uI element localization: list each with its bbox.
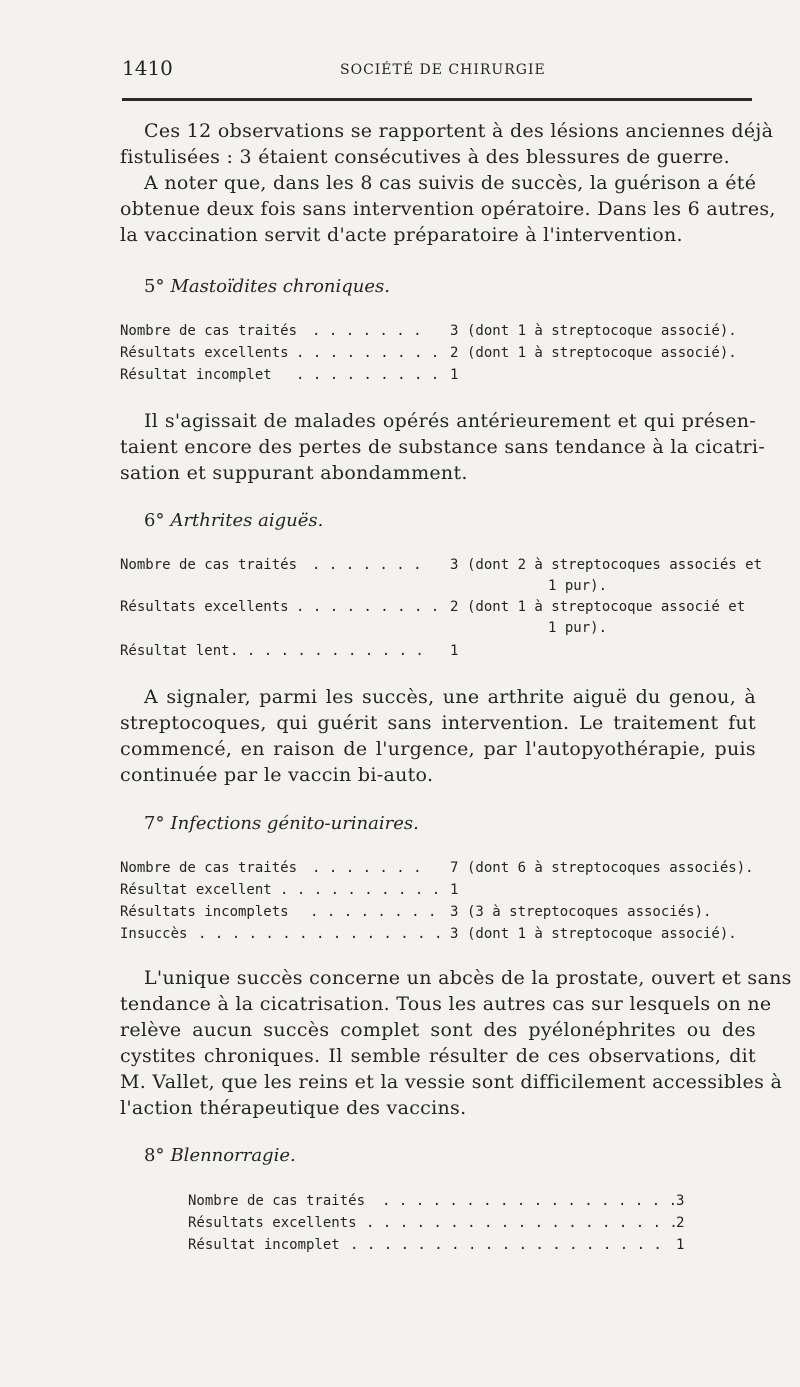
dot-leader: . . . . . . . . . . . . . . . . . . . [366,1215,678,1231]
dot-leader: . . . . . . . . [310,904,437,920]
row-note: (dont 1 à streptocoque associé). [467,323,737,339]
section-heading [144,510,323,531]
text-line: commencé, en raison de l'urgence, par l'autopyothérapie, puis [120,738,756,760]
text-line: A signaler, parmi les succès, une arthrite aiguë du genou, à [144,686,756,708]
page-header [122,56,754,86]
row-label: Résultat excellent [120,882,272,898]
section-number: 8° [144,1145,165,1166]
row-label: Résultat lent [120,643,230,659]
section-paragraph [120,408,766,486]
text-line: relève aucun succès complet sont des pyélonéphrites ou des [120,1019,756,1041]
header-rule [122,98,752,101]
text-line: L'unique succès concerne un abcès de la prostate, ouvert et sans [144,967,792,989]
results-table [120,858,760,948]
dot-leader: . . . . . . . . . . . . [230,643,424,659]
row-label: Nombre de cas traités [120,557,298,573]
dot-leader: . . . . . . . . . [296,367,440,383]
text-line: sation et suppurant abondamment. [120,462,468,484]
row-value: 3 [450,557,459,573]
text-line: Ces 12 observations se rapportent à des lésions anciennes déjà [144,120,774,142]
dot-leader: . . . . . . . [312,557,422,573]
text-line: l'action thérapeutique des vaccins. [120,1097,467,1119]
section-title: Arthrites aiguës. [170,510,324,531]
text-line: obtenue deux fois sans intervention opératoire. Dans les 6 autres, [120,198,776,220]
dot-leader: . . . . . . . [312,323,422,339]
row-note: (dont 1 à streptocoque associé et [467,599,746,615]
text-line: streptocoques, qui guérit sans intervention. Le traitement fut [120,712,756,734]
row-note-continuation: 1 pur). [548,578,608,594]
row-value: 3 [676,1193,685,1209]
row-value: 7 [450,860,459,876]
results-table [188,1191,688,1261]
section-heading [144,1145,296,1166]
text-line: fistulisées : 3 étaient consécutives à des blessures de guerre. [120,146,730,168]
results-table [120,321,760,391]
row-label: Nombre de cas traités [120,323,298,339]
section-number: 6° [144,510,165,531]
row-label: Insuccès [120,926,188,942]
text-line: taient encore des pertes de substance sans tendance à la cicatri- [120,436,766,458]
intro-paragraph [120,118,776,248]
row-value: 2 [676,1215,685,1231]
text-line: Il s'agissait de malades opérés antérieurement et qui présen- [144,410,756,432]
row-label: Résultat incomplet [188,1237,340,1253]
section-number: 7° [144,813,165,834]
section-number: 5° [144,276,165,297]
row-label: Résultats excellents [188,1215,357,1231]
dot-leader: . . . . . . . . . [296,599,440,615]
section-title: Blennorragie. [170,1145,296,1166]
dot-leader: . . . . . . . [312,860,422,876]
text-line: A noter que, dans les 8 cas suivis de succès, la guérison a été [144,172,757,194]
row-value: 3 [450,904,459,920]
section-heading [144,813,419,834]
row-note: (dont 1 à streptocoque associé). [467,926,737,942]
dot-leader: . . . . . . . . . . [280,882,441,898]
row-note: (dont 2 à streptocoques associés et [467,557,763,573]
row-label: Résultat incomplet [120,367,272,383]
row-label: Résultats incomplets [120,904,289,920]
text-line: M. Vallet, que les reins et la vessie sont difficilement accessibles à [120,1071,783,1093]
row-label: Résultats excellents [120,599,289,615]
row-label: Nombre de cas traités [120,860,298,876]
row-value: 2 [450,345,459,361]
results-table [120,555,763,665]
row-note: (dont 1 à streptocoque associé). [467,345,737,361]
section-heading [144,276,390,297]
row-value: 3 [450,323,459,339]
text-line: la vaccination servit d'acte préparatoire à l'intervention. [120,224,683,246]
row-note: (dont 6 à streptocoques associés). [467,860,754,876]
text-line: cystites chroniques. Il semble résulter de ces observations, dit [120,1045,756,1067]
section-title: Mastoïdites chroniques. [170,276,390,297]
text-line: tendance à la cicatrisation. Tous les autres cas sur lesquels on ne [120,993,772,1015]
section-title: Infections génito-urinaires. [170,813,419,834]
text-line: continuée par le vaccin bi-auto. [120,764,434,786]
row-value: 1 [450,882,459,898]
row-label: Nombre de cas traités [188,1193,366,1209]
dot-leader: . . . . . . . . . [296,345,440,361]
row-value: 1 [450,367,459,383]
dot-leader: . . . . . . . . . . . . . . . [198,926,443,942]
running-head: SOCIÉTÉ DE CHIRURGIE [340,62,546,78]
row-value: 3 [450,926,459,942]
section-paragraph [120,965,792,1121]
row-note: (3 à streptocoques associés). [467,904,712,920]
section-paragraph [120,684,756,788]
page-number: 1410 [122,56,173,80]
row-value: 1 [450,643,459,659]
row-note-continuation: 1 pur). [548,620,608,636]
row-value: 2 [450,599,459,615]
dot-leader: . . . . . . . . . . . . . . . . . . . [350,1237,662,1253]
row-value: 1 [676,1237,685,1253]
row-label: Résultats excellents [120,345,289,361]
dot-leader: . . . . . . . . . . . . . . . . . . [382,1193,678,1209]
